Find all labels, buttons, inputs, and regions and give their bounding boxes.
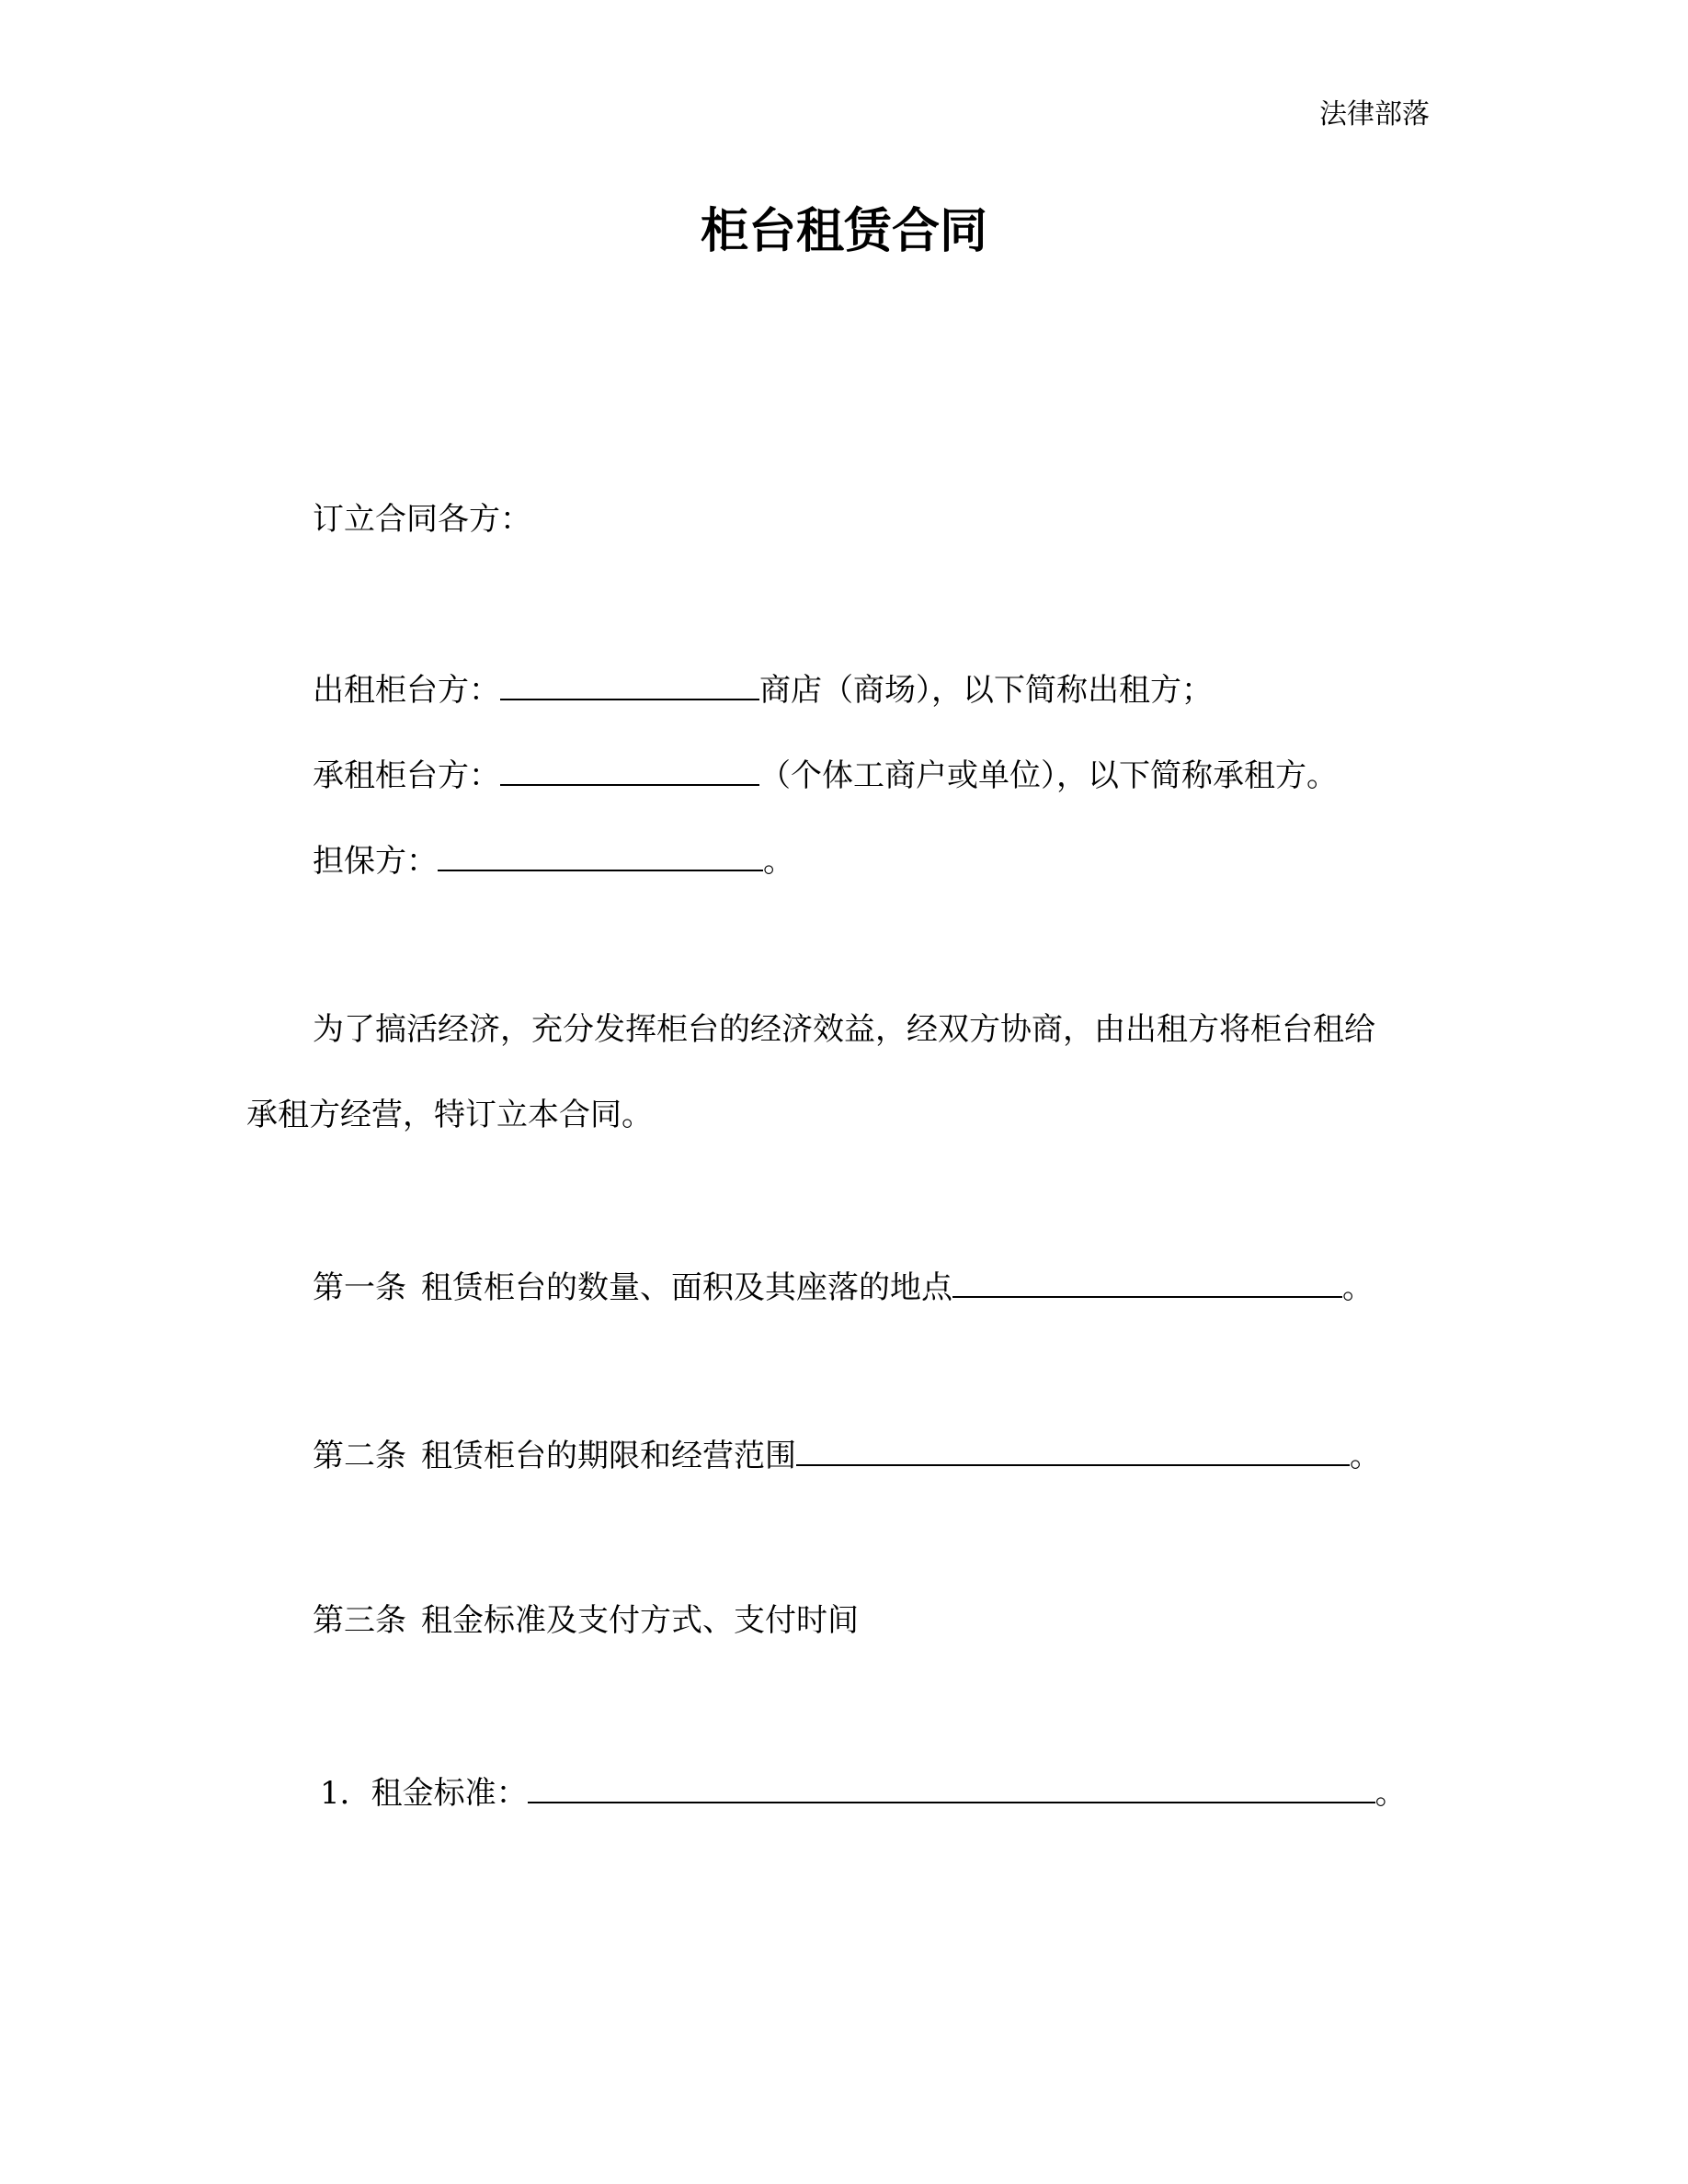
article-1-suffix: 。 <box>1342 1269 1374 1306</box>
item-1 <box>320 1767 1407 1816</box>
guarantor-suffix: 。 <box>763 843 794 880</box>
lessee-line <box>313 749 1338 799</box>
item-1-number: 1． <box>320 1775 371 1812</box>
item-1-label: 租金标准： <box>371 1775 528 1812</box>
lessor-label: 出租柜台方： <box>313 672 500 709</box>
article-1-number: 第一条 <box>313 1269 406 1306</box>
article-3-number: 第三条 <box>313 1602 406 1639</box>
lessee-label: 承租柜台方： <box>313 757 500 794</box>
article-2-suffix: 。 <box>1350 1438 1381 1474</box>
preamble-line-2: 承租方经营，特订立本合同。 <box>246 1097 653 1133</box>
lessor-blank[interactable] <box>500 664 759 700</box>
lessor-line <box>313 664 1213 713</box>
article-2-blank[interactable] <box>796 1429 1350 1466</box>
lessee-suffix: （个体工商户或单位），以下简称承租方。 <box>759 757 1338 794</box>
article-1-text: 租赁柜台的数量、面积及其座落的地点 <box>421 1269 952 1306</box>
article-2-number: 第二条 <box>313 1438 406 1474</box>
article-1 <box>313 1261 1374 1311</box>
preamble-line-1: 为了搞活经济，充分发挥柜台的经济效益，经双方协商，由出租方将柜台租给 <box>313 1011 1375 1048</box>
article-1-blank[interactable] <box>952 1261 1342 1298</box>
header-brand: 法律部落 <box>1319 98 1430 131</box>
guarantor-line <box>313 835 794 884</box>
article-3-text: 租金标准及支付方式、支付时间 <box>421 1602 859 1639</box>
item-1-blank[interactable] <box>528 1767 1375 1803</box>
document-title: 柜台租赁合同 <box>700 204 987 259</box>
item-1-suffix: 。 <box>1374 1775 1407 1812</box>
parties-intro: 订立合同各方： <box>313 501 531 538</box>
article-2 <box>313 1429 1381 1479</box>
article-2-text: 租赁柜台的期限和经营范围 <box>421 1438 796 1474</box>
lessee-blank[interactable] <box>500 749 759 786</box>
lessor-suffix: 商店（商场），以下简称出租方； <box>759 672 1213 709</box>
article-3 <box>313 1598 859 1644</box>
guarantor-blank[interactable] <box>438 835 763 871</box>
guarantor-label: 担保方： <box>313 843 438 880</box>
